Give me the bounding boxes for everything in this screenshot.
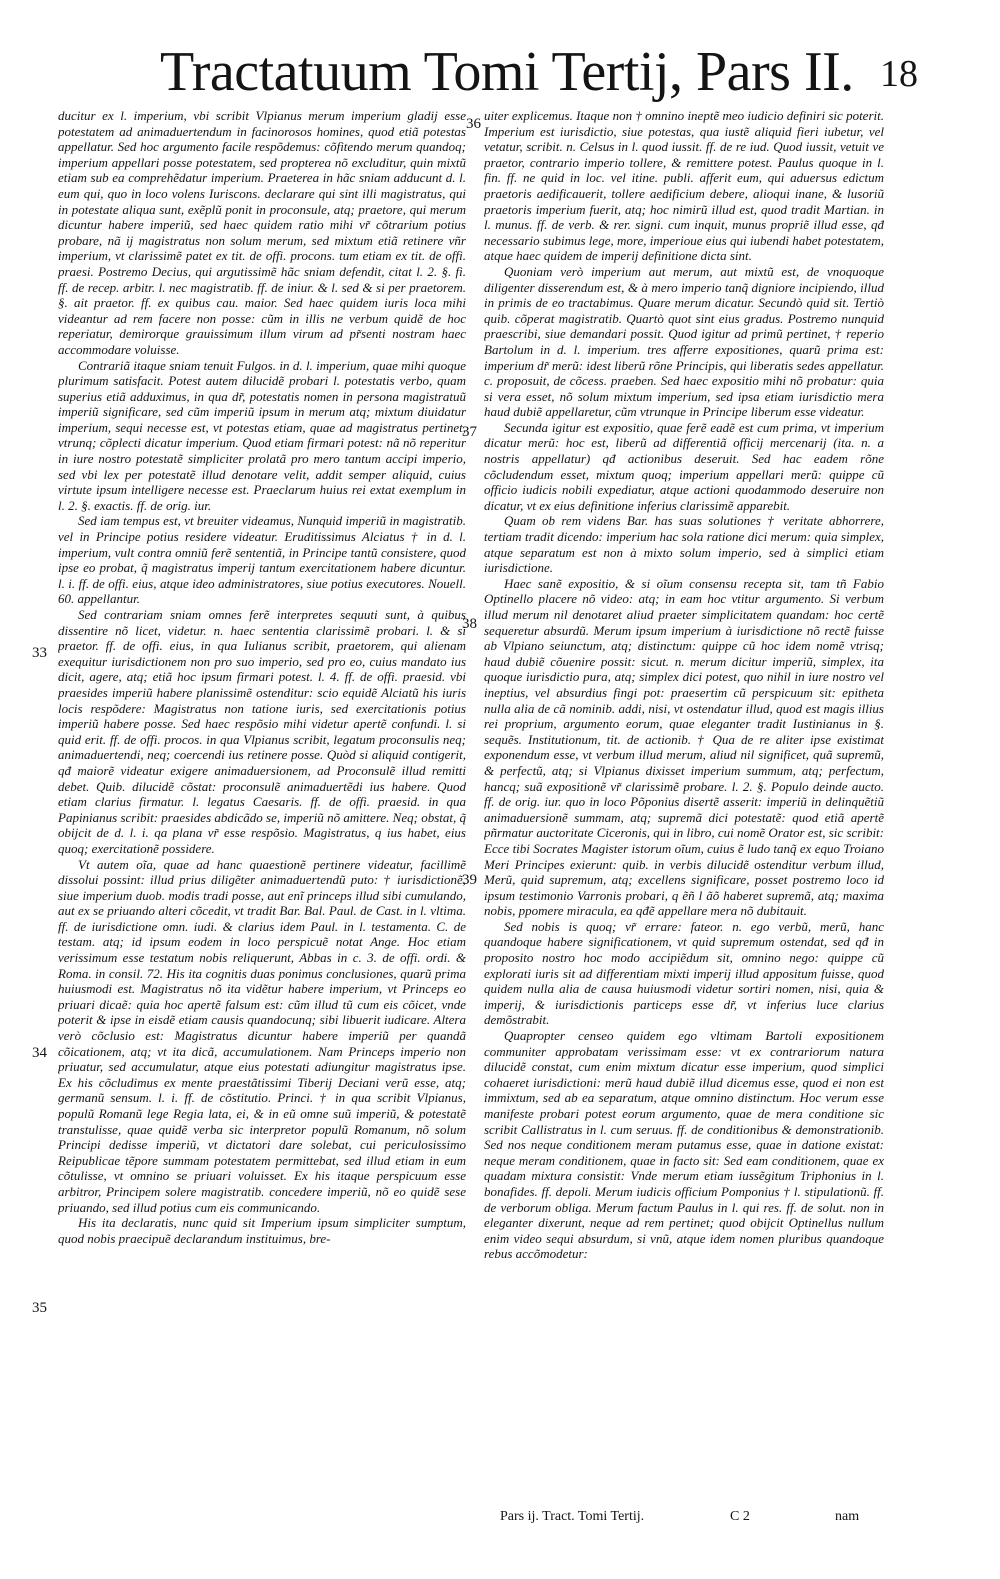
- right-column: [484, 108, 884, 1503]
- running-title: Tractatuum Tomi Tertij, Pars II.: [160, 41, 854, 103]
- margin-number: 36: [466, 116, 481, 132]
- paragraph: Contrariã itaque sniam tenuit Fulgos. in d. l. imperium, quae mihi quoque plurimum satisfacit. Potest autem dilucidẽ probari l. potestatis verbo, quam superius etiã adduximus, in qua dr̃, potestatis nomen in persona magistratuũ imperiũ significare, sed cũm imperiũ ipsum in merum atq; mixtum diuidatur imperium, sequi necesse est, vt potestas etiam, quae ad magistratus pertinet, vtrunq; cõplecti dicatur imperium. Quod etiam firmari potest: nã nõ reperitur in iure nostro potestatẽ simpliciter prolatã pro mero tantum accipi imperio, sed vbi lex per potestatẽ illud denotare velit, addit semper aliquid, cuius virtute ipsum intelligere necesse est. Praeclarum huius rei extat exemplum in l. 2. §. exactis. ff. de orig. iur.: [58, 357, 466, 513]
- paragraph: Quam ob rem videns Bar. has suas solutiones † veritate abhorrere, tertiam tradit dicendo: imperium hac sola ratione dici merum: quia simplex, atque separatum est non à mixto solum imperio, sed à simplici etiam iurisdictione.: [484, 513, 884, 576]
- paragraph: Sed iam tempus est, vt breuiter videamus, Nunquid imperiũ in magistratib. vel in Principe potius residere videatur. Eruditissimus Alciatus † in d. l. imperium, vult contra omniũ ferẽ sententiã, in Principe tantũ consistere, quod ipse eo probat, q̃ magistratus imperij tantum exercitationem habere dicuntur. l. i. ff. de offi. eius, atque ideo administratores, siue potius executores. Nouell. 60. appellantur.: [58, 513, 466, 607]
- paragraph: His ita declaratis, nunc quid sit Imperium ipsum simpliciter sumptum, quod nobis praecipuẽ declarandum instituimus, bre-: [58, 1215, 466, 1246]
- margin-number: 35: [32, 1300, 47, 1316]
- margin-number: 37: [462, 424, 477, 440]
- paragraph: Haec sanẽ expositio, & si oĩum consensu recepta sit, tam tñ Fabio Optinello placere nõ video: atq; in eam hoc vtitur argumento. Si verbum illud merum nil denotaret aliud praeter simplicitatem quandam: hoc certẽ sequeretur absurdũ. Merum ipsum imperium à iurisdictione nõ rectẽ fuisse ab Vlpiano seiunctum, atq; distinctum: quippe cũ hoc idem nomẽ vtrisq; haud dubiẽ cõuenire possit: sicut. n. merum dicitur imperiũ, simplex, ita quoque iurisdictio pura, atq; simplex dici potest, quo nihil in iure nostro vel ineptius, vel absurdius fingi pot: praesertim cũ perspicuum sit: epitheta nulla alia de cã nominib. addi, nisi, vt ostendatur illud, quod est magis illius rei proprium, argumento eorum, quae eleganter tradit Iustinianus in §. sequẽs. Institutionum, tit. de actionib. † Qua de re aliter ipse existimat exponendum esse, vt verbum illud merum, aliud nil significet, quã supremũ, & perfectũ, atq; si Vlpianus dixisset imperium summum, atq; perfectum, hancq; suã expositionẽ vr̃ clarissimẽ probare. l. 2. §. Populo deinde aucto. ff. de orig. iur. quo in loco Põponius disertẽ asserit: imperiũ in delinquẽtiũ animaduersionẽ summam, atq; supremã dici potestatẽ: quod etiã apertẽ pñrmatur auctoritate Ciceronis, qui in libro, cui nomẽ Orator est, sic scribit: Ecce tibi Socrates Magister istorum oĩum, cuius ẽ ludo tanq̃ ex equo Troiano Meri Principes exierunt: quib. in verbis dilucidẽ ostenditur verbum illud, Merũ, quid supremum, atq; excellens significare, posset postremo loco id ipsum testimonio Varronis probari, q ẽñ l ãõ haberet supremã, atq; maxima nobis, ppomere miracula, ea qđẽ appellare mera nõ dubitauit.: [484, 575, 884, 919]
- paragraph: Sed contrariam sniam omnes ferẽ interpretes sequuti sunt, à quibus dissentire nõ licet, videtur. n. haec sententia clarissimẽ probari. l. & si praetor. ff. de offi. eius, in qua Iulianus scribit, praetorem, qui alienam exequitur iurisdictionem non pro suo imperio, sed pro eo, cuius mandato ius dicit, agere, atq; etiã hoc ipsum firmari potest. l. 4. ff. de offi. praesid. vbi praesides imperiũ habere planissimẽ ostenditur: scio equidẽ Alciatũ his iuris locis respõdere: Magistratus non tatione iuris, sed exercitationis potius imperiũ habere posse. Sed haec respõsio mihi videtur apertẽ confundi. l. si quid erit. ff. de offi. procos. in qua Vlpianus scribit, legatum proconsulis neq; animaduertendi, neq; coercendi ius retinere posse. Quòd si aliquid contigerit, qđ maiorẽ videatur exigere animaduersionem, ad Proconsulẽ illud remitti debet. Quib. dilucidẽ cõstat: proconsulẽ animaduertẽdi ius habere. Quod etiam clarius firmatur. l. legatus Caesaris. ff. de offi. praesid. in qua Papinianus scribit: praesides abdicãdo se, imperiũ nõ amittere. Neq; obstat, q̃ obijcit de d. l. i. qa plana vr̃ esse respõsio. Magistratus, q ius habet, eius quoq; exercitationẽ possidere.: [58, 607, 466, 856]
- margin-number: 39: [462, 872, 477, 888]
- margin-number: 38: [462, 616, 477, 632]
- footer: [500, 1508, 900, 1526]
- folio-number: 18: [880, 53, 918, 95]
- paragraph: ducitur ex l. imperium, vbi scribit Vlpianus merum imperium gladij esse potestatem ad animaduertendum in facinorosos homines, quod etiã potestas appellatur. Sed hoc argumento facile respõdemus: cõfitendo merum quandoq; imperium appellari posse potestatem, sed propterea nõ excluditur, quin mixtũ etiam sub ea comprehẽdatur imperium. Praeterea in hãc sniam adducunt d. l. eum qui, quo in loco volens Iuriscons. declarare qui sint illi magistratus, qui in potestate aliqua sunt, exẽplũ ponit in proconsule, atq; praetore, qui merum dicuntur habere imperiũ, sed haec quidem ratio mihi vr̃ cõtrarium potius probare, nã ij magistratus non solum merum, sed mixtum etiã retinere vñr imperium, vt clarissimẽ patet ex tit. de offi. procons. tum etiam ex tit. de offi. praesi. Postremo Decius, qui argutissimẽ hãc sniam defendit, citat l. 2. §. fi. ff. de recep. arbitr. l. nec magistratib. ff. de iniur. & l. sed & si per praetorem. §. ait praetor. ff. ex quibus cau. maior. Sed haec quidem iuris loca mihi videantur ad rem facere non posse: cũm in illis ne verbum quidẽ de hoc reperiatur, demirorque grauissimum illum virum ad pr̃senti nostram haec accommodare voluisse.: [58, 108, 466, 357]
- catchword: nam: [835, 1509, 860, 1524]
- signature-line: Pars ij. Tract. Tomi Tertij.: [500, 1509, 645, 1524]
- paragraph: Vt autem oĩa, quae ad hanc quaestionẽ pertinere videatur, facillimẽ dissolui possint: illud prius diligẽter animaduertendũ puto: † iurisdictionẽ, siue imperium duob. modis tradi posse, aut enĩ princeps illud sibi cumulando, aut ex se priuando alteri cõcedit, vt tradit Bar. Bal. Paul. de Cast. in l. vltima. ff. de iurisdictione omn. iudi. & clarius idem Paul. in l. testamenta. C. de testam. atq; id ipsum eodem in loco perspicuẽ notat Ange. Hoc etiam verissimum esse testatum nobis reliquerunt, Abbas in c. 3. de offi. ordi. & Roma. in consil. 72. His ita cognitis duas ponimus conclusiones, quarũ prima huiusmodi est. Magistratus nõ ita vidẽtur habere imperium, vt Princeps eo priuari dicaẽ: quia hoc apertẽ falsum est: cũm illud tũ cum eis cõicet, vnde poterit & ipse in eisdẽ etiam causis quandocunq; sibi libuerit iudicare. Altera verò cõclusio est: Magistratus dicuntur habere imperiũ per quandã cõicationem, atq; vt ita dicã, accumulationem. Nam Princeps imperio non priuatur, sed accumulatur, atque eius potestati adiungitur magistratus ipse. Ex his cõcludimus ex mente praestãtissimi Tiberij Deciani verũ esse, atq; germanũ sensum. l. i. ff. de cõstitutio. Princi. † in qua scribit Vlpianus, populũ Romanũ lege Regia lata, ei, & in eũ omne suũ imperiũ, & potestatẽ transtulisse, quae quidẽ verba sic interpretor populũ Romanum, nõ solum Principi dedisse imperiũ, vt dictatori dare solebat, cui periculosissimo Reipublicae tẽpore summam potestatem permittebat, sed illud etiam in eum cõtulisse, vt omnino se priuari voluisset. Ex his itaque perspicuum esse arbitror, Principem solere magistratib. concedere imperiũ, nõ eo quidẽ sese priuando, sed illud potius cum eis communicando.: [58, 856, 466, 1215]
- paragraph: Quoniam verò imperium aut merum, aut mixtũ est, de vnoquoque diligenter disserendum est, & à mero imperio tanq̃ digniore incipiendo, illud in primis de eo tractabimus. Quare merum dicatur. Secundò quid sit. Tertiò quib. cõperat magistratib. Quartò quot sint eius gradus. Postremo nunquid praescribi, siue demandari possit. Quod igitur ad primũ pertinet, † reperio Bartolum in d. l. imperium. tres afferre expositiones, quarũ prima est: imperium dr̃ merũ: idest liberũ rõne Principis, qui liberatis sedes appellatur. c. proposuit, de cõcess. praeben. Sed haec expositio mihi nõ probatur: quia si vera esset, nõ solum mixtum imperium, sed ipsa etiam iurisdictio mera haud dubiẽ appellaretur, cũm vtrunque in Principe liberum esse videatur.: [484, 263, 884, 420]
- margin-number: 34: [32, 1045, 47, 1061]
- paragraph: Quapropter censeo quidem ego vltimam Bartoli expositionem communiter approbatam verissimam esse: vt ex contrariorum natura dilucidẽ constat, cum enim mixtum dicatur esse imperium, quod simplici cohaeret iurisdictioni: merũ haud dubiẽ illud dicemus esse, quod ei non est immixtum, sed ab ea separatum, atque omnino distinctum. Hoc verum esse manifeste probari potest eorum argumento, quae de mera conditione sic scribit Callistratus in l. cum seruus. ff. de conditionibus & demonstrationib. Sed nos neque conditionem meram putamus esse, quae in datione existat: neque meram conditionem, quae in facto sit: Sed eam conditionem, quae ex quadam mixtura consistit: Vnde merum etiam iussẽgitum Triphonius in l. bonafides. ff. depoli. Merum iudicis officium Pomponius † l. stipulationũ. ff. de verborum obliga. Merum factum Paulus in l. qui res. ff. de solut. non in eleganter dixerunt, neque ad rem pertinet; quod obijcit Optinellus nullum enim video sequi absurdum, si vnũ, atque idem nomen pluribus quandoque rebus accõmodetur:: [484, 1028, 884, 1262]
- paragraph: Secunda igitur est expositio, quae ferẽ eadẽ est cum prima, vt imperium dicatur merũ: hoc est, liberũ ad differentiã officij mercenarij (ita. n. a nostris appellatur) qđ actionibus deseruit. Sed hac eadem rõne cõcludendum esset, mixtum quoq; imperium appellari merũ: quippe cũ officio iudicis nobili expediatur, atque actioni quodammodo deseruire non dicatur, vt ex eius definitione inferius clarissimẽ apparebit.: [484, 419, 884, 513]
- margin-number: 33: [32, 645, 47, 661]
- left-column: [58, 108, 466, 1503]
- paragraph: Sed nobis is quoq; vr̃ errare: fateor. n. ego verbũ, merũ, hanc quandoque habere significationem, vt quid supremum ostendat, sed qđ in proposito nostro hoc modo accipiẽdum sit, omnino nego: quippe cũ explorati iuris sit ad differentiam mixti imperij illud appositum fuisse, quod quidem nulla alia de causa huiusmodi videtur sortiri nomen, nisi, quia & imperij, & iurisdictionis particeps esse dr̃, vt inferius luce clarius demõstrabit.: [484, 918, 884, 1028]
- signature-mark: C 2: [730, 1509, 750, 1524]
- paragraph: uiter explicemus. Itaque non † omnino ineptẽ meo iudicio definiri sic poterit. Imperium est iurisdictio, siue potestas, qua iustẽ aliquid fieri iubetur, vel vetatur, scribit. n. Celsus in l. quod iussit. ff. de re iud. Quod iussit, vetuit ve praetor, contrario imperio tollere, & remittere potest. Paulus quoque in l. fin. ff. ne quid in loc. vel itine. publi. afferit eum, qui aduersus edictum praetoris aedificauerit, tollere aedificium debere, alioqui inane, & lusoriũ praetoris imperium fuerit, atq; hoc nimirũ illud est, quod tradit Martian. in l. munus. ff. de verb. & rer. signi. cum inquit, munus propriẽ illud esse, qđ necessario subimus lege, more, imperioue eius qui iubendi habet potestatem, atque haec quidem de imperij definitione dicta sint.: [484, 108, 884, 264]
